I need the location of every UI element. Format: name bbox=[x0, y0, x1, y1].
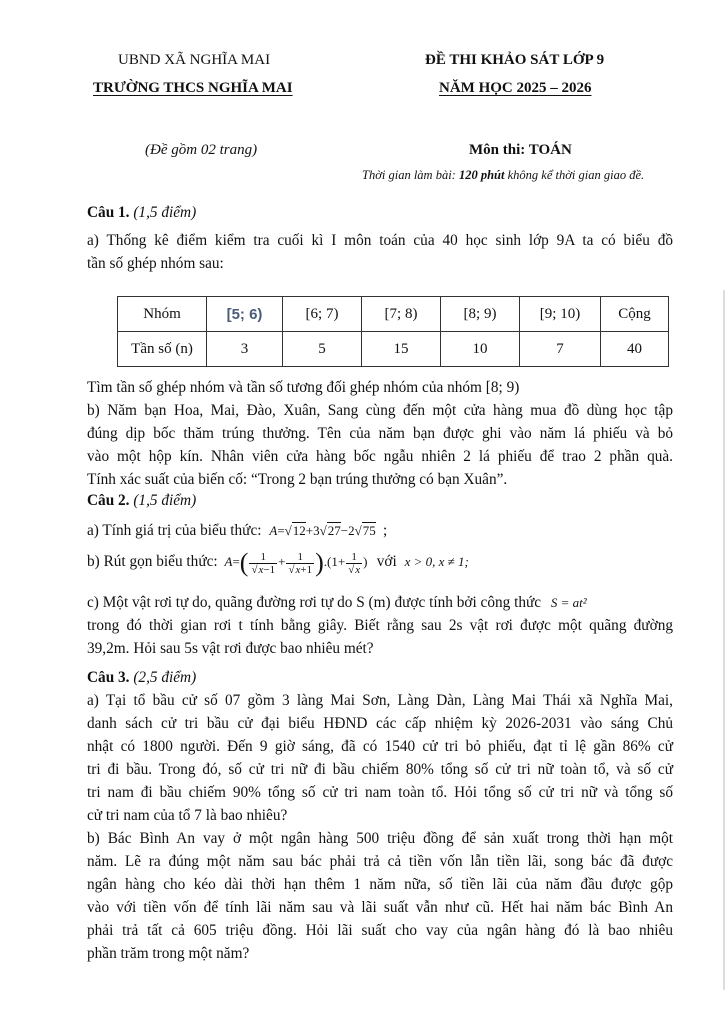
q2-b-cond-prefix: với bbox=[376, 553, 397, 570]
frequency-table bbox=[117, 296, 669, 367]
q2-b-expression bbox=[224, 548, 370, 578]
school-year-text: NĂM HỌC 2025 – 2026 bbox=[439, 80, 592, 96]
frac1-num: 1 bbox=[249, 551, 277, 564]
q2-c-line-3: 39,2m. Hỏi sau 5s vật rơi được bao nhiêu mét? bbox=[87, 640, 374, 657]
table-cell: Nhóm bbox=[118, 297, 207, 332]
q3-a-line-4: tri đi bầu. Trong đó, số cử tri nữ đi bầu chiếm 80% tổng số cử tri nữ toàn tổ, và số cử bbox=[87, 761, 673, 778]
table-cell: [9; 10) bbox=[520, 297, 601, 332]
pages-note: (Đề gồm 02 trang) bbox=[145, 142, 258, 158]
free-fall-formula: S = at² bbox=[550, 595, 587, 610]
q3-b-line-3: ngân hàng cho kéo dài thời hạn thêm 1 năm nữa, số tiền lãi của năm đầu được gộp bbox=[87, 876, 673, 893]
q3-a-line-3: nhật có 1800 người. Đến 9 giờ sáng, đã có 1540 cử tri bỏ phiếu, đạt tỉ lệ gần 86% cử bbox=[87, 738, 673, 755]
q3-points: (2,5 điểm) bbox=[133, 669, 197, 686]
q2-c-line-1-text: c) Một vật rơi tự do, quãng đường rơi tự do S (m) được tính bởi công thức bbox=[87, 594, 542, 611]
b-expr-plus: + bbox=[278, 554, 286, 569]
expr-minus: −2 bbox=[340, 523, 355, 538]
q1-b-line-1: b) Năm bạn Hoa, Mai, Đào, Xuân, Sang cùng đến một cửa hàng mua đồ dùng học tập bbox=[87, 402, 673, 419]
radicand-75: 75 bbox=[362, 523, 376, 538]
q2-part-a bbox=[87, 519, 673, 542]
frac1-x: x bbox=[258, 563, 264, 576]
table-cell: Cộng bbox=[601, 297, 669, 332]
frac1-minus: −1 bbox=[263, 563, 276, 576]
q1-a-line-1: a) Thống kê điểm kiểm tra cuối kì I môn toán của 40 học sinh lớp 9A ta có biểu đồ bbox=[87, 232, 673, 249]
q1-points: (1,5 điểm) bbox=[133, 204, 197, 221]
expr-end: ; bbox=[383, 522, 388, 539]
frac1-den: √x−1 bbox=[251, 563, 276, 576]
expr-eq: = bbox=[277, 523, 285, 538]
frac3-num: 1 bbox=[346, 551, 362, 564]
table-cell: 7 bbox=[520, 332, 601, 367]
close-paren: ) bbox=[315, 548, 324, 578]
exam-title: ĐỀ THI KHẢO SÁT LỚP 9 bbox=[425, 52, 605, 68]
time-duration: 120 phút bbox=[458, 168, 505, 182]
table-cell: Tần số (n) bbox=[118, 332, 207, 367]
q1-part-b bbox=[87, 399, 673, 491]
fraction-2 bbox=[286, 551, 314, 576]
q2-a-expression: A=√12+3√27−2√75 bbox=[269, 523, 376, 538]
q1-b-line-3: vào một hộp kín. Nhân viên cửa hàng bốc ngẫu nhiên 2 lá phiếu để trao 2 phần quà. bbox=[87, 448, 673, 465]
table-cell: [7; 8) bbox=[362, 297, 441, 332]
q3-a-line-6: cử tri nam của tổ 7 là bao nhiêu? bbox=[87, 807, 288, 824]
q1-part-a-question bbox=[87, 376, 673, 399]
q3-title: Câu 3. bbox=[87, 669, 130, 686]
time-note bbox=[362, 168, 644, 183]
b-expr-lhs: A bbox=[224, 554, 233, 569]
q1-b-line-4: Tính xác suất của biến cố: “Trong 2 bạn trúng thưởng có bạn Xuân”. bbox=[87, 471, 508, 488]
frac2-num: 1 bbox=[286, 551, 314, 564]
school-year bbox=[439, 80, 592, 97]
frac3-x: x bbox=[355, 563, 361, 576]
school-name bbox=[93, 80, 293, 97]
fraction-1 bbox=[249, 551, 277, 576]
q2-points: (1,5 điểm) bbox=[133, 492, 197, 509]
q3-b-line-5: phải trả tất cả 605 triệu đồng. Hỏi lãi suất cho vay của ngân hàng đó là bao nhiêu bbox=[87, 922, 673, 939]
authority-name: UBND XÃ NGHĨA MAI bbox=[118, 52, 271, 68]
expr-lhs: A bbox=[269, 523, 278, 538]
q3-b-line-2: năm. Lẽ ra đúng một năm sau bác phải trả cả tiền vốn lẫn tiền lãi, song bác đã được bbox=[87, 853, 673, 870]
q1-heading bbox=[87, 201, 673, 224]
q3-a-line-1: a) Tại tổ bầu cử số 07 gồm 3 làng Mai Sơn, Làng Dàn, Làng Mai Thái xã Nghĩa Mai, bbox=[87, 692, 673, 709]
q3-b-line-1: b) Bác Bình An vay ở một ngân hàng 500 triệu đồng để sản xuất trong thời hạn một bbox=[87, 830, 673, 847]
frac2-x: x bbox=[295, 563, 301, 576]
table-cell: [6; 7) bbox=[283, 297, 362, 332]
q3-b-line-4: vào với tiền vốn để tính lãi năm sau và lãi suất vẫn như cũ. Hết hai năm bác Bình An bbox=[87, 899, 673, 916]
b-expr-dot: .(1+ bbox=[323, 554, 346, 569]
q3-part-b bbox=[87, 827, 673, 965]
q1-a-line-2: tần số ghép nhóm sau: bbox=[87, 255, 224, 272]
radicand-27: 27 bbox=[327, 523, 341, 538]
table-row bbox=[118, 332, 669, 367]
open-paren: ( bbox=[239, 548, 249, 578]
table-cell: [8; 9) bbox=[441, 297, 520, 332]
q3-a-line-2: danh sách cử tri bầu cử đại biểu HĐND các cấp nhiệm kỳ 2026-2031 vào sáng Chủ bbox=[87, 715, 673, 732]
frac3-den: √x bbox=[348, 563, 361, 576]
q2-part-c bbox=[87, 591, 673, 660]
q3-a-line-5: tri nam đi bầu chiếm 90% tổng số cử tri nam toàn tổ. Hỏi tổng số cử tri nữ và tổng số bbox=[87, 784, 673, 801]
q1-title: Câu 1. bbox=[87, 204, 130, 221]
q1-a-question-line: Tìm tần số ghép nhóm và tần số tương đối ghép nhóm của nhóm [8; 9) bbox=[87, 379, 520, 396]
q2-c-line-1 bbox=[87, 591, 673, 614]
q3-heading bbox=[87, 666, 673, 689]
q2-title: Câu 2. bbox=[87, 492, 130, 509]
q2-b-text: b) Rút gọn biểu thức: bbox=[87, 553, 218, 570]
frac2-plus: +1 bbox=[300, 563, 313, 576]
b-expr-eq: = bbox=[232, 554, 240, 569]
q2-a-text: a) Tính giá trị của biểu thức: bbox=[87, 522, 262, 539]
subject: Môn thi: TOÁN bbox=[469, 142, 572, 158]
time-prefix: Thời gian làm bài: bbox=[362, 168, 459, 182]
b-expr-close: ) bbox=[363, 554, 368, 569]
expr-plus: +3 bbox=[305, 523, 320, 538]
radicand-12: 12 bbox=[292, 523, 306, 538]
q1-b-line-2: đúng dịp bốc thăm trúng thưởng. Tên của năm bạn được ghi vào năm lá phiếu và bỏ bbox=[87, 425, 673, 442]
q2-c-line-2: trong đó thời gian rơi t tính bằng giây. Biết rằng sau 2s vật rơi được một quãng đường bbox=[87, 617, 673, 634]
table-cell: 40 bbox=[601, 332, 669, 367]
q2-b-condition: x > 0, x ≠ 1; bbox=[404, 554, 469, 569]
table-cell: 5 bbox=[283, 332, 362, 367]
school-name-text: TRƯỜNG THCS NGHĨA MAI bbox=[93, 80, 293, 96]
q3-b-line-6: phần trăm trong một năm? bbox=[87, 945, 250, 962]
table-cell: [5; 6) bbox=[207, 297, 283, 332]
frac2-den: √x+1 bbox=[288, 563, 313, 576]
table-cell: 15 bbox=[362, 332, 441, 367]
table-cell: 10 bbox=[441, 332, 520, 367]
table-header-row bbox=[118, 297, 669, 332]
fraction-3 bbox=[346, 551, 362, 576]
q3-part-a bbox=[87, 689, 673, 827]
q2-heading bbox=[87, 489, 673, 512]
table-cell: 3 bbox=[207, 332, 283, 367]
q1-part-a bbox=[87, 229, 673, 275]
q2-part-b bbox=[87, 548, 673, 576]
time-suffix: không kể thời gian giao đề. bbox=[504, 168, 645, 182]
